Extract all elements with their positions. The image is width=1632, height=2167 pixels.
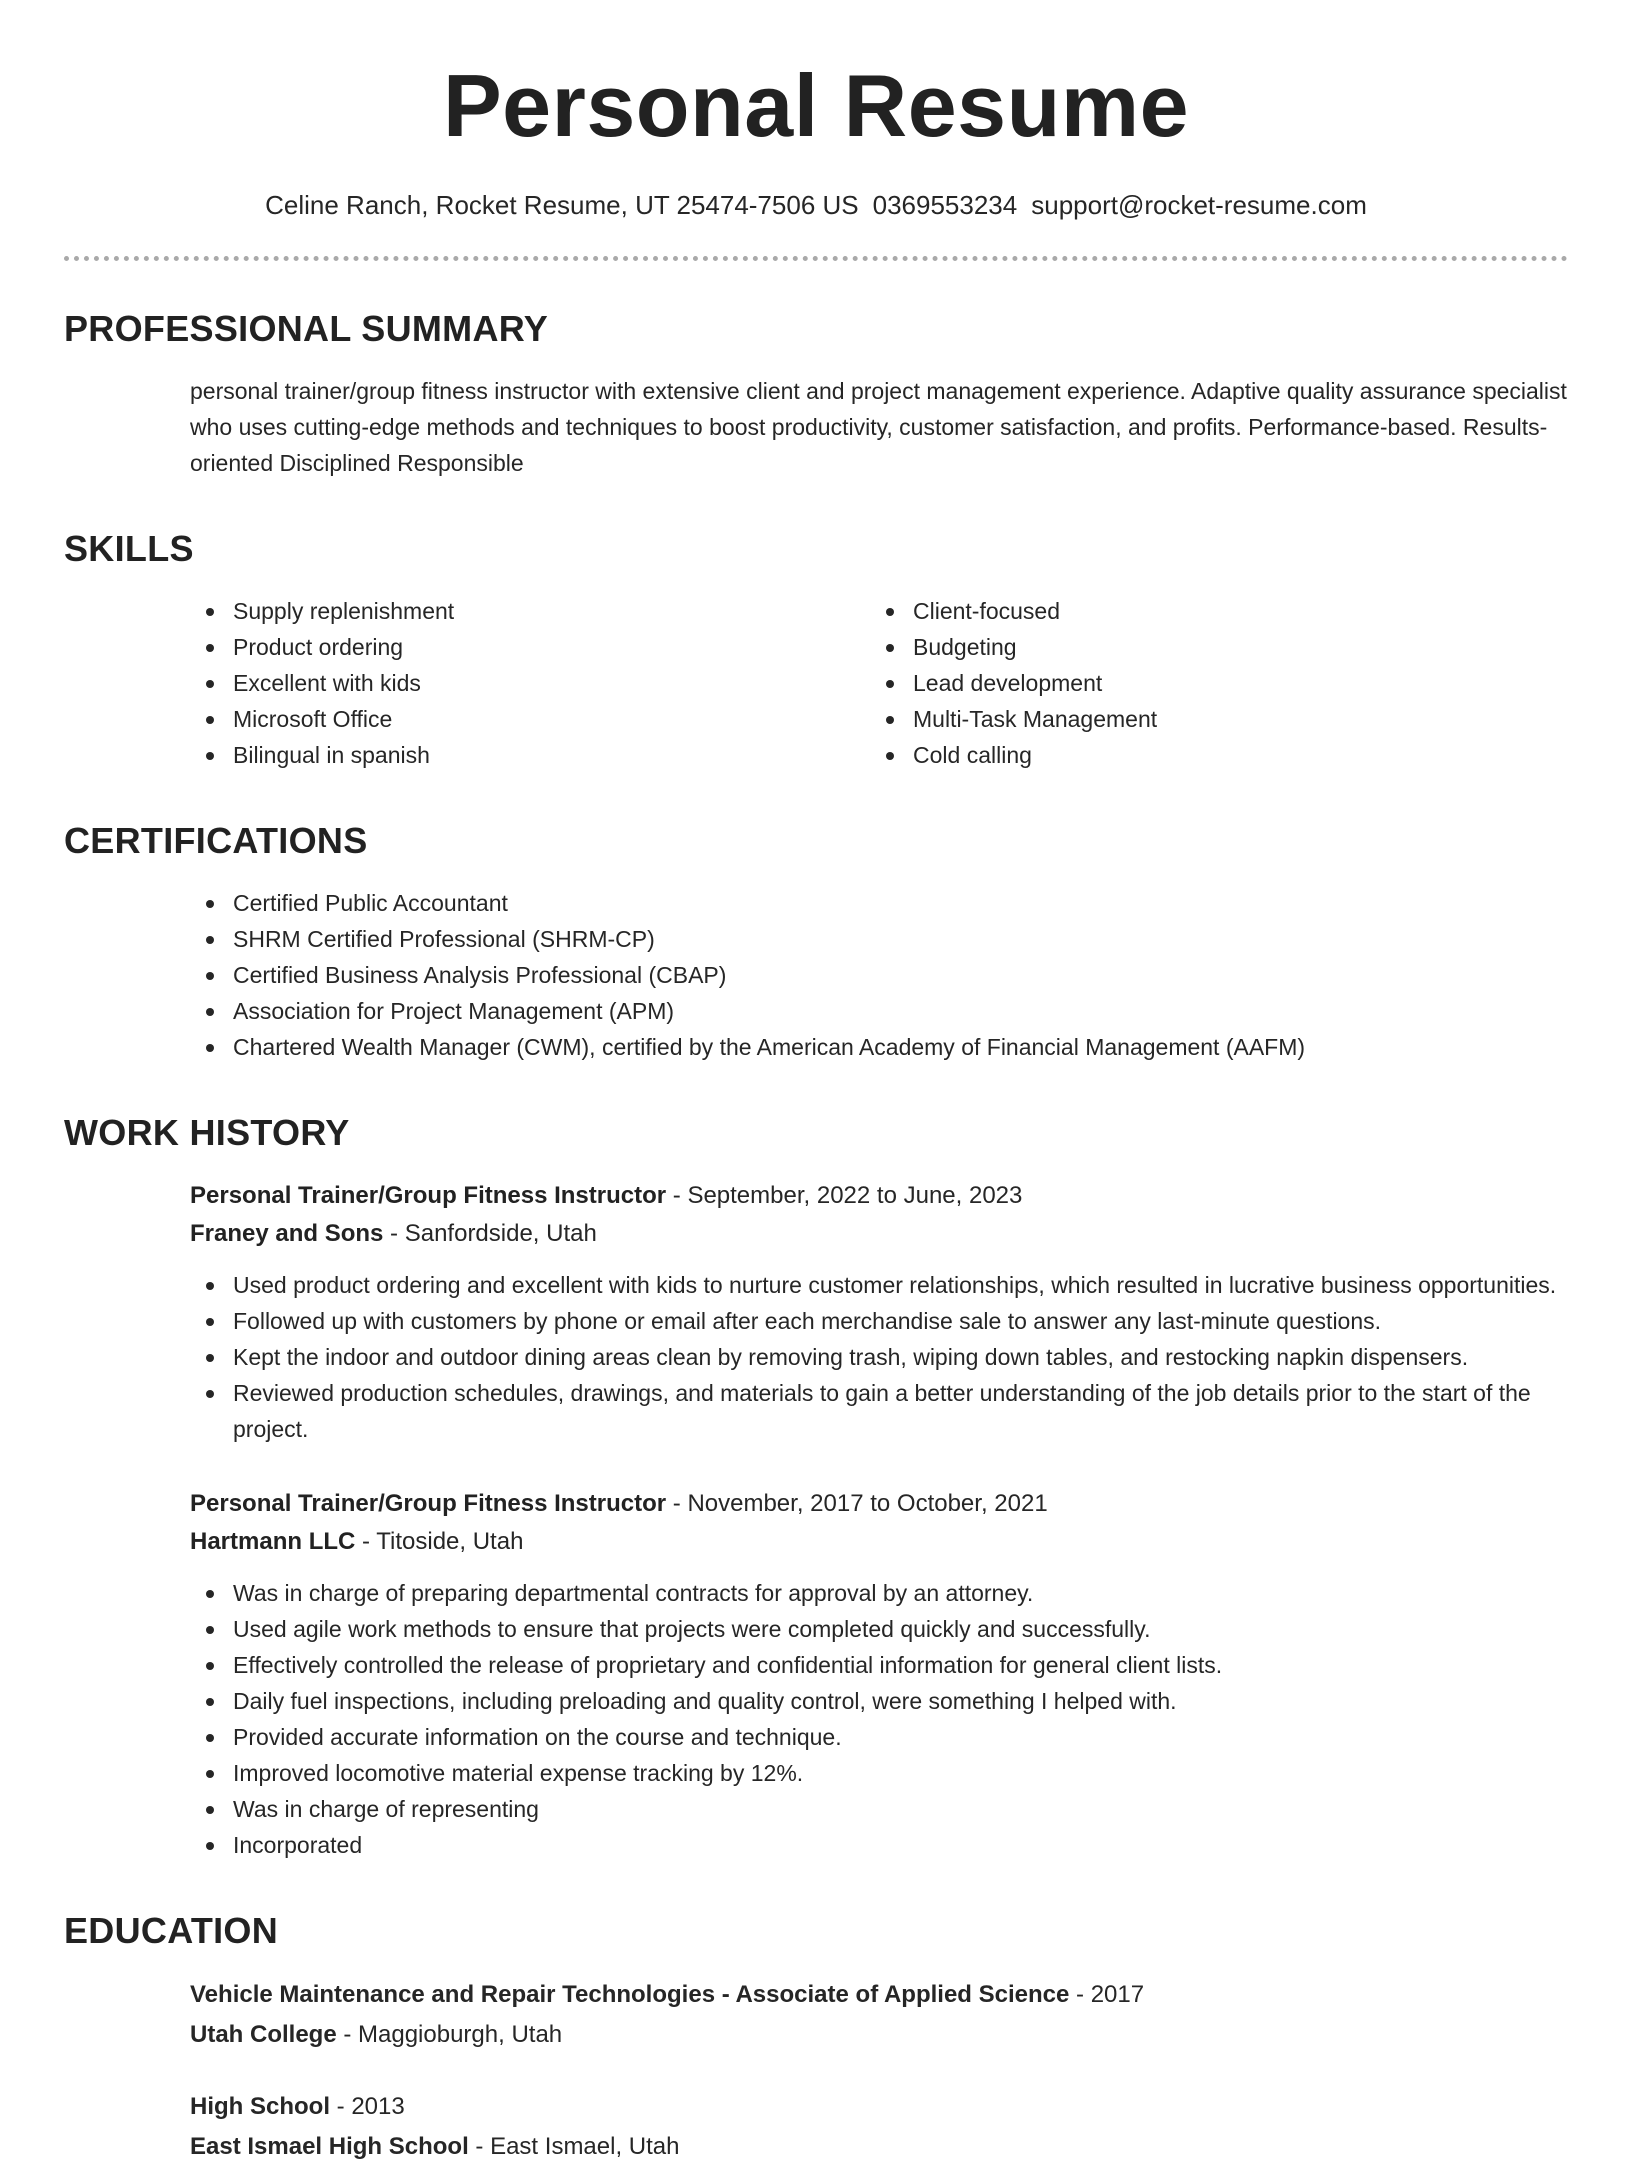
- job-company-line: [190, 1523, 1568, 1561]
- contact-address: Celine Ranch, Rocket Resume, UT 25474-7506 US: [265, 190, 859, 220]
- job-bullet: Incorporated: [190, 1827, 1568, 1863]
- contact-email: support@rocket-resume.com: [1031, 190, 1367, 220]
- resume-page: [64, 0, 1568, 2167]
- job-bullet: Improved locomotive material expense tracking by 12%.: [190, 1755, 1568, 1791]
- header-divider: [64, 256, 1568, 261]
- job-bullet: Provided accurate information on the course and technique.: [190, 1719, 1568, 1755]
- job-bullet: Kept the indoor and outdoor dining areas clean by removing trash, wiping down tables, and restocking napkin dispensers.: [190, 1339, 1568, 1375]
- education-school: East Ismael High School: [190, 2133, 469, 2160]
- certifications-section: [64, 819, 1568, 1065]
- education-degree: Vehicle Maintenance and Repair Technologies - Associate of Applied Science: [190, 1981, 1070, 2008]
- job-bullet: Followed up with customers by phone or email after each merchandise sale to answer any last-minute questions.: [190, 1303, 1568, 1339]
- certification-item: Chartered Wealth Manager (CWM), certified by the American Academy of Financial Management (AAFM): [190, 1029, 1568, 1065]
- summary-text: personal trainer/group fitness instructor with extensive client and project management experience. Adaptive quality assurance specialist who uses cutting-edge methods and techniques to boost productivity, customer satisfaction, and profits. Performance-based. Results-oriented Disciplined Responsible: [190, 378, 1567, 476]
- job-bullets: [190, 1575, 1568, 1863]
- skills-heading: SKILLS: [64, 528, 194, 569]
- skill-item: Product ordering: [190, 629, 870, 665]
- certification-item: SHRM Certified Professional (SHRM-CP): [190, 921, 1568, 957]
- job-location: - Titoside, Utah: [355, 1528, 524, 1555]
- work-history-heading: WORK HISTORY: [64, 1112, 350, 1153]
- job-company: Hartmann LLC: [190, 1528, 356, 1555]
- job-bullet: Used product ordering and excellent with kids to nurture customer relationships, which resulted in lucrative business opportunities.: [190, 1267, 1568, 1303]
- education-entry: [190, 1975, 1568, 2055]
- skill-item: Bilingual in spanish: [190, 737, 870, 773]
- job-dates: - November, 2017 to October, 2021: [666, 1490, 1048, 1517]
- skill-item: Microsoft Office: [190, 701, 870, 737]
- job-bullet: Daily fuel inspections, including preloading and quality control, were something I helped with.: [190, 1683, 1568, 1719]
- job-title: Personal Trainer/Group Fitness Instructor: [190, 1182, 667, 1209]
- certification-item: Association for Project Management (APM): [190, 993, 1568, 1029]
- skills-list-left: [190, 593, 870, 773]
- certifications-list: [190, 885, 1568, 1065]
- education-year: - 2017: [1069, 1981, 1145, 2008]
- job-bullet: Reviewed production schedules, drawings, and materials to gain a better understanding of the job details prior to the start of the project.: [190, 1375, 1568, 1447]
- job-entry: [190, 1485, 1568, 1863]
- skills-section: [64, 527, 1568, 773]
- education-entry: [190, 2087, 1568, 2167]
- skill-item: Supply replenishment: [190, 593, 870, 629]
- page-title: Personal Resume: [442, 56, 1190, 155]
- job-dates: - September, 2022 to June, 2023: [666, 1182, 1023, 1209]
- job-entry: [190, 1177, 1568, 1447]
- job-company: Franey and Sons: [190, 1220, 384, 1247]
- skill-item: Cold calling: [870, 737, 1550, 773]
- certification-item: Certified Public Accountant: [190, 885, 1568, 921]
- education-degree: High School: [190, 2093, 330, 2120]
- summary-section: [64, 307, 1568, 481]
- job-bullets: [190, 1267, 1568, 1447]
- certification-item: Certified Business Analysis Professional (CBAP): [190, 957, 1568, 993]
- education-school: Utah College: [190, 2021, 337, 2048]
- skills-list-right: [870, 593, 1550, 773]
- skills-grid: [190, 593, 1568, 773]
- contact-phone: 0369553234: [872, 190, 1018, 220]
- skill-item: Excellent with kids: [190, 665, 870, 701]
- education-heading: EDUCATION: [64, 1910, 279, 1951]
- job-bullet: Was in charge of preparing departmental contracts for approval by an attorney.: [190, 1575, 1568, 1611]
- education-year: - 2013: [330, 2093, 405, 2120]
- job-title-line: [190, 1177, 1568, 1215]
- job-bullet: Effectively controlled the release of proprietary and confidential information for general client lists.: [190, 1647, 1568, 1683]
- job-bullet: Used agile work methods to ensure that projects were completed quickly and successfully.: [190, 1611, 1568, 1647]
- skill-item: Client-focused: [870, 593, 1550, 629]
- summary-heading: PROFESSIONAL SUMMARY: [64, 308, 549, 349]
- job-company-line: [190, 1215, 1568, 1253]
- education-location: - East Ismael, Utah: [468, 2133, 680, 2160]
- job-bullet: Was in charge of representing: [190, 1791, 1568, 1827]
- education-degree-line: [190, 1975, 1568, 2015]
- education-degree-line: [190, 2087, 1568, 2127]
- work-history-section: [64, 1111, 1568, 1863]
- job-title-line: [190, 1485, 1568, 1523]
- education-location: - Maggioburgh, Utah: [336, 2021, 563, 2048]
- skill-item: Budgeting: [870, 629, 1550, 665]
- education-section: [64, 1909, 1568, 2167]
- education-school-line: [190, 2015, 1568, 2055]
- certifications-heading: CERTIFICATIONS: [64, 820, 368, 861]
- skill-item: Lead development: [870, 665, 1550, 701]
- job-location: - Sanfordside, Utah: [383, 1220, 597, 1247]
- education-school-line: [190, 2127, 1568, 2167]
- skill-item: Multi-Task Management: [870, 701, 1550, 737]
- contact-line: [64, 188, 1568, 222]
- job-title: Personal Trainer/Group Fitness Instructor: [190, 1490, 667, 1517]
